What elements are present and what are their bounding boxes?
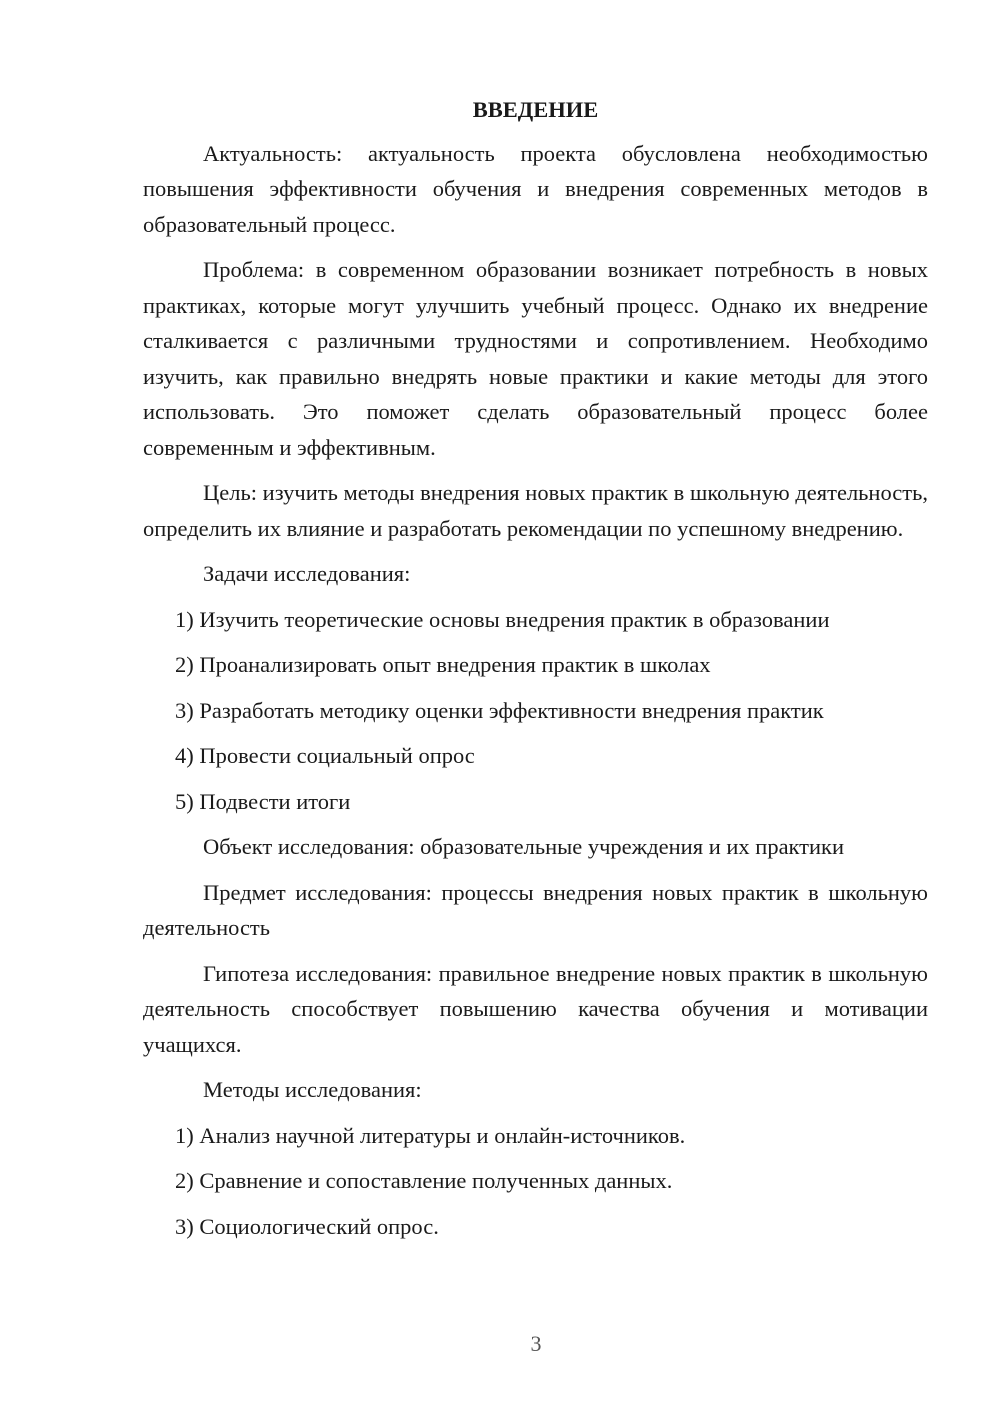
method-item: 3) Социологический опрос. [175, 1213, 439, 1239]
relevance-paragraph: Актуальность: актуальность проекта обусловлена необходимостью повышения эффективности обучения и внедрения современных методов в образовательный процесс. [143, 140, 928, 237]
method-item: 1) Анализ научной литературы и онлайн-источников. [175, 1122, 686, 1148]
goal-paragraph: Цель: изучить методы внедрения новых практик в школьную деятельность, определить их влияние и разработать рекомендации по успешному внедрению. [143, 480, 928, 541]
hypothesis-paragraph: Гипотеза исследования: правильное внедрение новых практик в школьную деятельность способствует повышению качества обучения и мотивации учащихся. [143, 960, 928, 1057]
object-paragraph: Объект исследования: образовательные учреждения и их практики [203, 834, 845, 859]
methods-heading: Методы исследования: [203, 1077, 422, 1102]
methods-list [143, 1118, 928, 1245]
task-item: 4) Провести социальный опрос [175, 743, 475, 768]
task-item: 1) Изучить теоретические основы внедрения практик в образовании [175, 606, 830, 632]
task-item: 5) Подвести итоги [175, 788, 351, 814]
problem-paragraph: Проблема: в современном образовании возникает потребность в новых практиках, которые могут улучшить учебный процесс. Однако их внедрение сталкивается с различными трудностями и сопротивлением. Необходимо изучить, как правильно внедрять новые практики и какие методы для этого использовать. Это поможет сделать образовательный процесс более современным и эффективным. [143, 257, 928, 460]
task-item: 3) Разработать методику оценки эффективности внедрения практик [175, 697, 824, 723]
section-title: ВВЕДЕНИЕ [472, 97, 599, 122]
method-item: 2) Сравнение и сопоставление полученных данных. [175, 1168, 673, 1193]
task-item: 2) Проанализировать опыт внедрения практик в школах [175, 652, 711, 677]
tasks-list [143, 602, 928, 820]
tasks-heading: Задачи исследования: [203, 561, 411, 586]
subject-paragraph: Предмет исследования: процессы внедрения новых практик в школьную деятельность [143, 879, 928, 940]
page-number: 3 [530, 1331, 542, 1356]
document-page [143, 92, 928, 1254]
